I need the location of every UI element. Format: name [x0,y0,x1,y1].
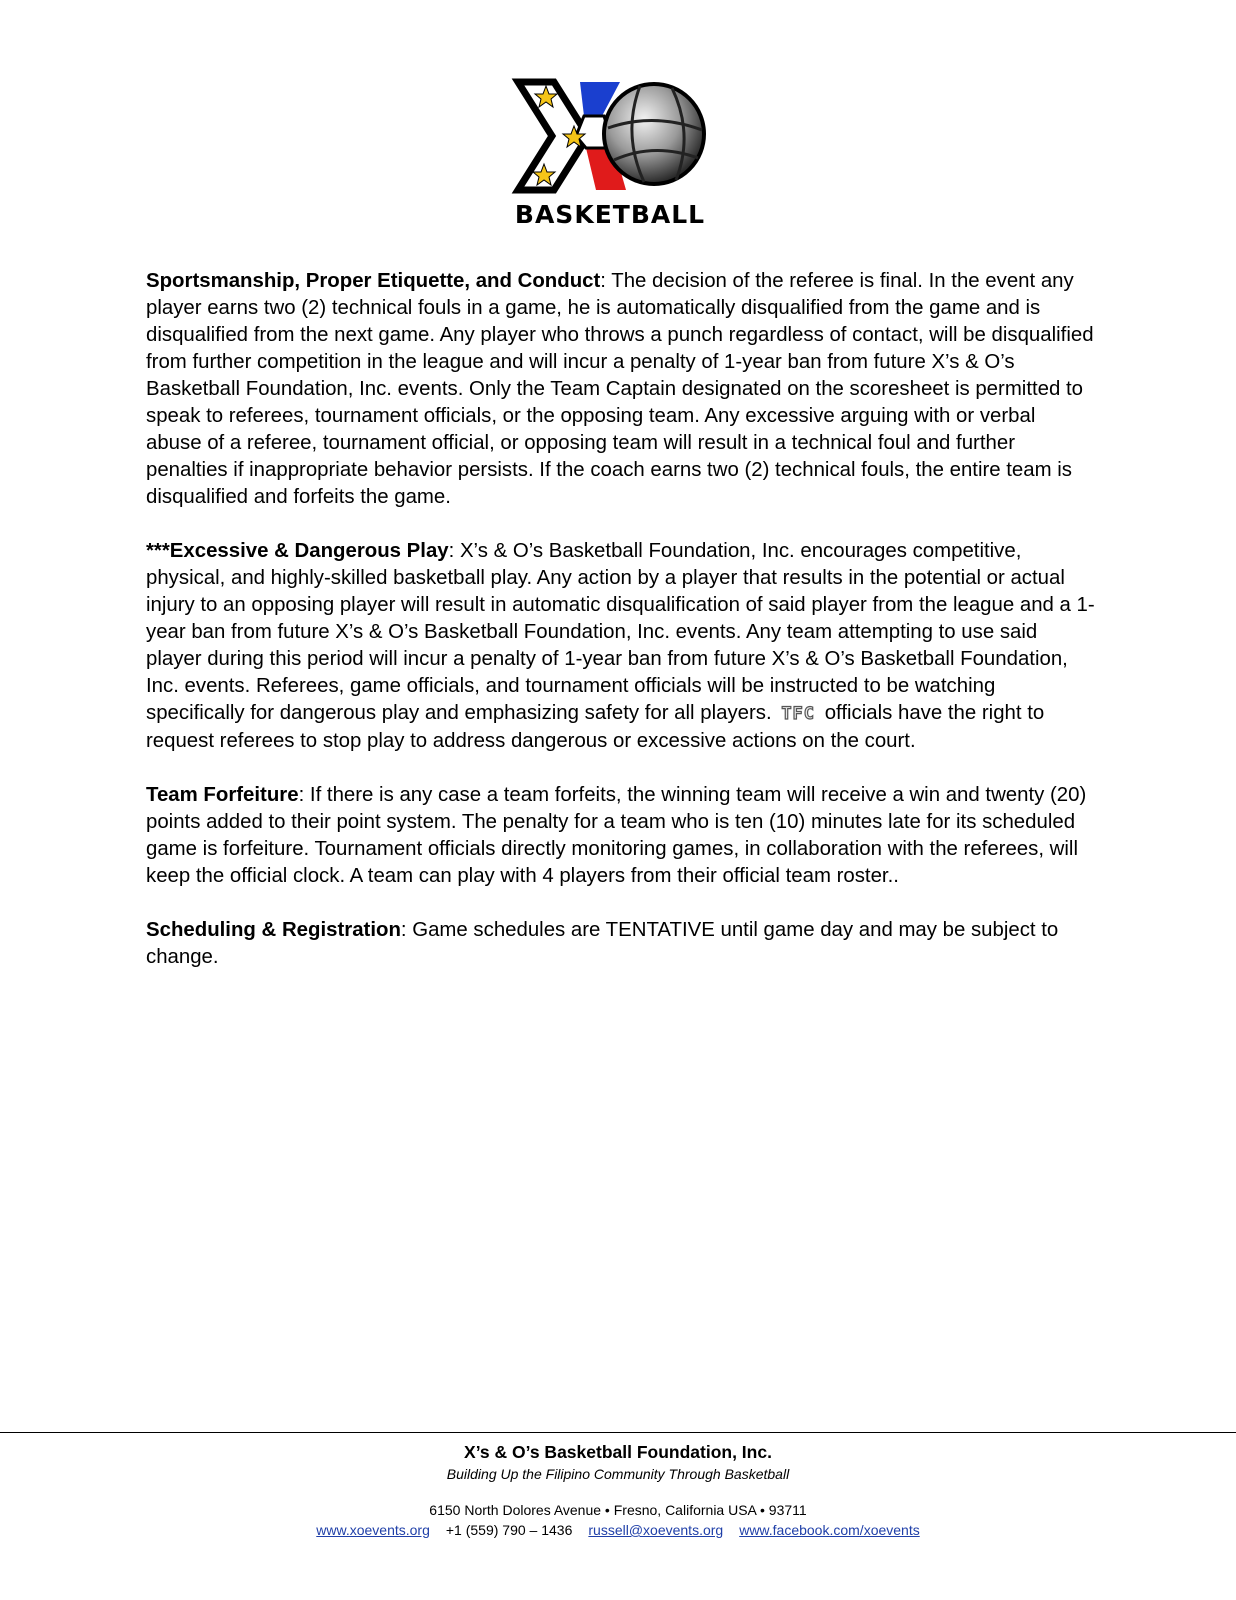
website-link[interactable]: www.xoevents.org [316,1522,430,1538]
logo-wordmark: BASKETBALL [514,200,706,229]
footer-tagline: Building Up the Filipino Community Through Basketball [446,1466,790,1482]
section-heading: Team Forfeiture [146,784,299,806]
section-team-forfeiture [146,782,1096,890]
section-text: : If there is any case a team forfeits, the winning team will receive a win and twenty (20) points added to their point system. The penalty for a team who is ten (10) minutes late for its scheduled game is forfeiture. Tournament officials directly monitoring games, in collaboration with the referees, will keep the official clock. A team can play with 4 players from their official team roster.. [146,784,1087,887]
tfc-logo-inline: TFC [781,704,816,724]
section-dangerous-play [146,538,1096,755]
basketball-icon [604,84,704,184]
footer-address: 6150 North Dolores Avenue • Fresno, California USA • 93711 [429,1502,807,1518]
section-sportsmanship [146,268,1096,511]
footer [0,1440,1236,1540]
section-text: : Game schedules are TENTATIVE until game day and may be subject to change. [146,919,1059,968]
section-heading: Scheduling & Registration [146,919,401,941]
rules-content [146,268,1096,998]
section-heading: Sportsmanship, Proper Etiquette, and Conduct [146,270,601,292]
phone-number: +1 (559) 790 – 1436 [445,1522,573,1538]
email-link[interactable]: russell@xoevents.org [588,1522,724,1538]
section-text-continued: officials have the right to request referees to stop play to address dangerous or excessive actions on the court. [146,702,1045,752]
facebook-link[interactable]: www.facebook.com/xoevents [739,1522,920,1538]
section-scheduling [146,917,1096,971]
footer-contact-line [0,1520,1236,1540]
section-heading: ***Excessive & Dangerous Play [146,540,449,562]
xo-logo-graphic [504,68,716,198]
footer-org-name: X’s & O’s Basketball Foundation, Inc. [464,1442,772,1462]
footer-divider [0,1432,1236,1433]
section-text: : X’s & O’s Basketball Foundation, Inc. encourages competitive, physical, and highly-skilled basketball play. Any action by a player that results in the potential or actual injury to an opposing player will result in automatic disqualification of said player from the league and a 1-year ban from future X’s & O’s Basketball Foundation, Inc. events. Any team attempting to use said player during this period will incur a penalty of 1-year ban from future X’s & O’s Basketball Foundation, Inc. events. Referees, game officials, and tournament officials will be instructed to be watching specifically for dangerous play and emphasizing safety for all players. [146,540,1095,724]
section-text: : The decision of the referee is final. In the event any player earns two (2) technical fouls in a game, he is automatically disqualified from the game and is disqualified from the next game. Any player who throws a punch regardless of contact, will be disqualified from further competition in the league and will incur a penalty of 1-year ban from future X’s & O’s Basketball Foundation, Inc. events. Only the Team Captain designated on the scoresheet is permitted to speak to referees, tournament officials, or the opposing team. Any excessive arguing with or verbal abuse of a referee, tournament official, or opposing team will result in a technical foul and further penalties if inappropriate behavior persists. If the coach earns two (2) technical fouls, the entire team is disqualified and forfeits the game. [146,270,1094,508]
xo-basketball-logo [504,68,730,250]
